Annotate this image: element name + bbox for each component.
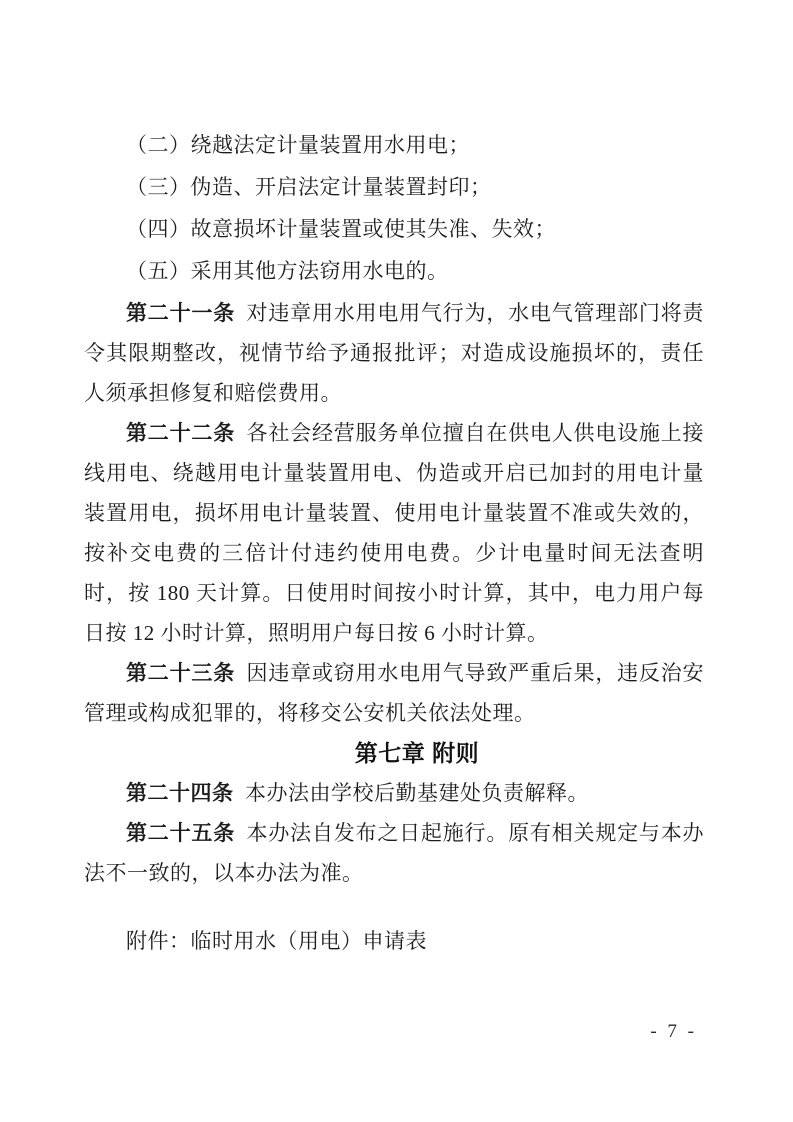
- article-text: 各社会经营服务单位擅自在供电人供电设施上接线用电、绕越用电计量装置用电、伪造或开启已加封的用电计量装置用电，损坏用电计量装置、使用电计量装置不准或失效的，按补交电费的三倍计付违约使用电费。少计电量时间无法查明时，按 180 天计算。日使用时间按小时计算，其中，电力用户每日按 12 小时计算，照明用户每日按 6 小时计算。: [84, 421, 705, 645]
- article-text: 因违章或窃用水电用气导致严重后果，违反治安管理或构成犯罪的，将移交公安机关依法处理。: [84, 661, 705, 725]
- article-paragraph-22: [84, 413, 704, 653]
- clause-item-3: （三）伪造、开启法定计量装置封印；: [126, 175, 492, 199]
- article-number-label: 第二十四条: [126, 781, 234, 805]
- article-text: 对违章用水用电用气行为，水电气管理部门将责令其限期整改，视情节给予通报批评；对造成设施损坏的，责任人须承担修复和赔偿费用。: [84, 301, 705, 405]
- chapter-heading: 第七章 附则: [354, 740, 480, 766]
- article-paragraph-23: [84, 653, 704, 733]
- article-paragraph-25: [84, 813, 704, 893]
- article-number-label: 第二十一条: [126, 301, 235, 325]
- article-number-label: 第二十二条: [126, 421, 235, 445]
- page-number: - 7 -: [650, 1021, 697, 1042]
- article-text: 本办法自发布之日起施行。原有相关规定与本办法不一致的，以本办法为准。: [84, 821, 705, 885]
- clause-item-2: （二）绕越法定计量装置用水用电；: [126, 133, 470, 157]
- article-number-label: 第二十五条: [126, 821, 235, 845]
- attachment-note: 附件：临时用水（用电）申请表: [126, 929, 427, 953]
- article-text: 本办法由学校后勤基建处负责解释。: [245, 781, 590, 805]
- article-paragraph-21: [84, 293, 704, 413]
- article-paragraph-24: [84, 773, 704, 813]
- clause-item-5: （五）采用其他方法窃用水电的。: [126, 259, 449, 283]
- clause-item-4: （四）故意损坏计量装置或使其失准、失效；: [126, 217, 556, 241]
- document-body: [84, 125, 704, 961]
- article-number-label: 第二十三条: [126, 661, 235, 685]
